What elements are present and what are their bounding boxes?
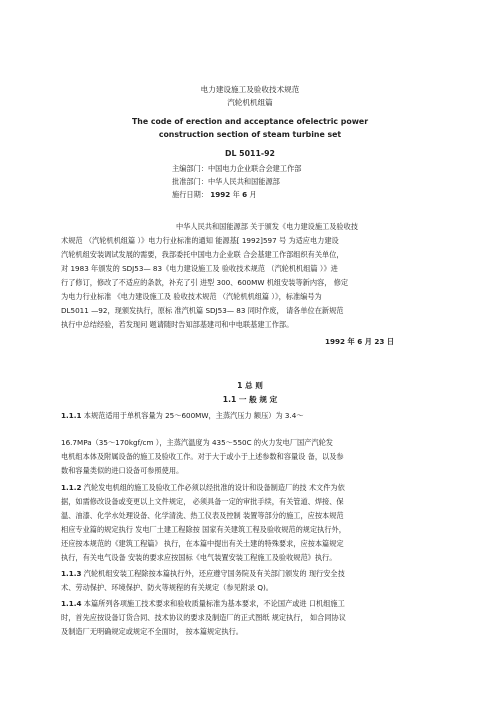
clause-line: 汽轮发电机组的施工及验收工作必须以经批准的设计和设备制造厂的技 术文件为依: [83, 483, 345, 492]
clause-first-line: [61, 483, 345, 492]
notice-line: 中华人民共和国能源部 关于颁发《电力建设施工及验收技: [176, 222, 358, 231]
clause-first-line: [61, 411, 304, 420]
clause-line: 温、油漆、化学水处理设备、化学清洗、热工仪表及控制 装置等部分的施工，应按本规范: [61, 511, 344, 520]
clause-line: 执行，有关电气设备 安装的要求应按国标《电气装置安装工程施工及验收规范》执行。: [61, 553, 337, 562]
clause-line: 数和容量类似的进口设备可参照使用。: [61, 466, 184, 475]
effective-date-year: 1992: [210, 190, 231, 199]
section-title: 1.1 一 般 规 定: [222, 395, 278, 404]
clause-line: 时，首先应按设备订货合同、技术协议的要求及制造厂的正式图纸 规定执行， 如合同协议: [61, 613, 346, 622]
clause-number: 1.1.3: [61, 569, 82, 578]
clause-line: 还应按本规范的《建筑工程篇》 执行，在本篇中提出有关土建的特殊要求，应按本篇规定: [61, 539, 344, 548]
clause-line: 术、劳动保护、环境保护、防火等规程的有关规定（参见附录 Q)。: [61, 583, 273, 592]
standard-code: DL 5011-92: [225, 149, 275, 158]
en-title-line-2: construction section of steam turbine set: [158, 130, 342, 139]
clause-number: 1.1.1: [61, 411, 82, 420]
clause-first-line: [61, 599, 345, 608]
effective-date-label: 施行日期：: [172, 190, 208, 199]
clause-line: 电机组本体及附属设备的施工及验收工作。对于大于或小于上述参数和容量设 备，以及参: [61, 452, 344, 461]
clause-line: 本篇所列各项施工技术要求和验收质量标准为基本要求，不论国产或进 口机组施工: [83, 599, 345, 608]
clause-line: 16.7MPa（35～170kgf/cm ），主蒸汽温度为 435～550C 的火力发电厂国产汽轮发: [61, 438, 333, 447]
notice-line: 对 1983 年颁发的 SDJ53— 83《电力建设施工及 验收技术规范 （汽轮机机组篇 ）》进: [61, 264, 338, 273]
clause-line: 据，如需修改设备或变更以上文件规定， 必须具备一定的审批手续，有关管道、焊接、保: [61, 497, 344, 506]
chapter-title: 1 总 则: [237, 381, 263, 390]
clause-number: 1.1.2: [61, 483, 82, 492]
clause-line: 相应专业篇的规定执行 发电厂土建工程除按 国家有关建筑工程及验收规范的规定执行外，: [61, 525, 346, 534]
editor-department: 主编部门：中国电力企业联合会建工作部: [172, 164, 302, 173]
effective-date-month: 6: [242, 190, 248, 199]
clause-line: 及制造厂无明确规定或规定不全面时， 按本篇规定执行。: [61, 627, 243, 636]
effective-date: [172, 190, 257, 199]
cn-title-line-2: 汽轮机机组篇: [227, 98, 273, 107]
notice-line: 为电力行业标准 《电力建设施工及 验收技术规范 （汽轮机机组篇 ）》，标准编号为: [61, 292, 322, 301]
effective-date-year-unit: 年: [232, 190, 240, 199]
cn-title-line-1: 电力建设施工及验收技术规范: [200, 85, 300, 94]
en-title-line-1: The code of erection and acceptance ofelectric power: [131, 117, 369, 126]
effective-date-month-unit: 月: [249, 190, 257, 199]
clause-number: 1.1.4: [61, 599, 82, 608]
clause-line: 本规范适用于单机容量为 25～600MW，主蒸汽压力 额压）为 3.4～: [83, 411, 304, 420]
notice-line: 行了修订，修改了不适应的条款，补充了引 进型 300、600MW 机组安装等新内容， 修定: [61, 278, 349, 287]
clause-line: 汽轮机组安装工程除按本篇执行外，还应遵守国务院及有关部门颁发的 现行安全技: [83, 569, 345, 578]
notice-line: 术规范 （汽轮机机组篇 ）》电力行业标准的通知 能源基[ 1992]597 号 为适应电力建设: [61, 236, 339, 245]
approving-department: 批准部门：中华人民共和国能源部: [172, 177, 280, 186]
notice-line: 汽轮机组安装调试发展的需要，我部委托中国电力企业联 合会基建工作部组织有关单位，: [61, 250, 344, 259]
notice-line: 执行中总结经验，若发现问 题请随时告知部基建司和中电联基建工作部。: [61, 320, 294, 329]
clause-first-line: [61, 569, 345, 578]
notice-date: 1992 年 6 月 23 日: [325, 337, 395, 346]
notice-line: DL5011 —92，现颁发执行，原标 准汽机篇 SDJ53— 83 同时作废， 请各单位在新规范: [61, 306, 344, 315]
